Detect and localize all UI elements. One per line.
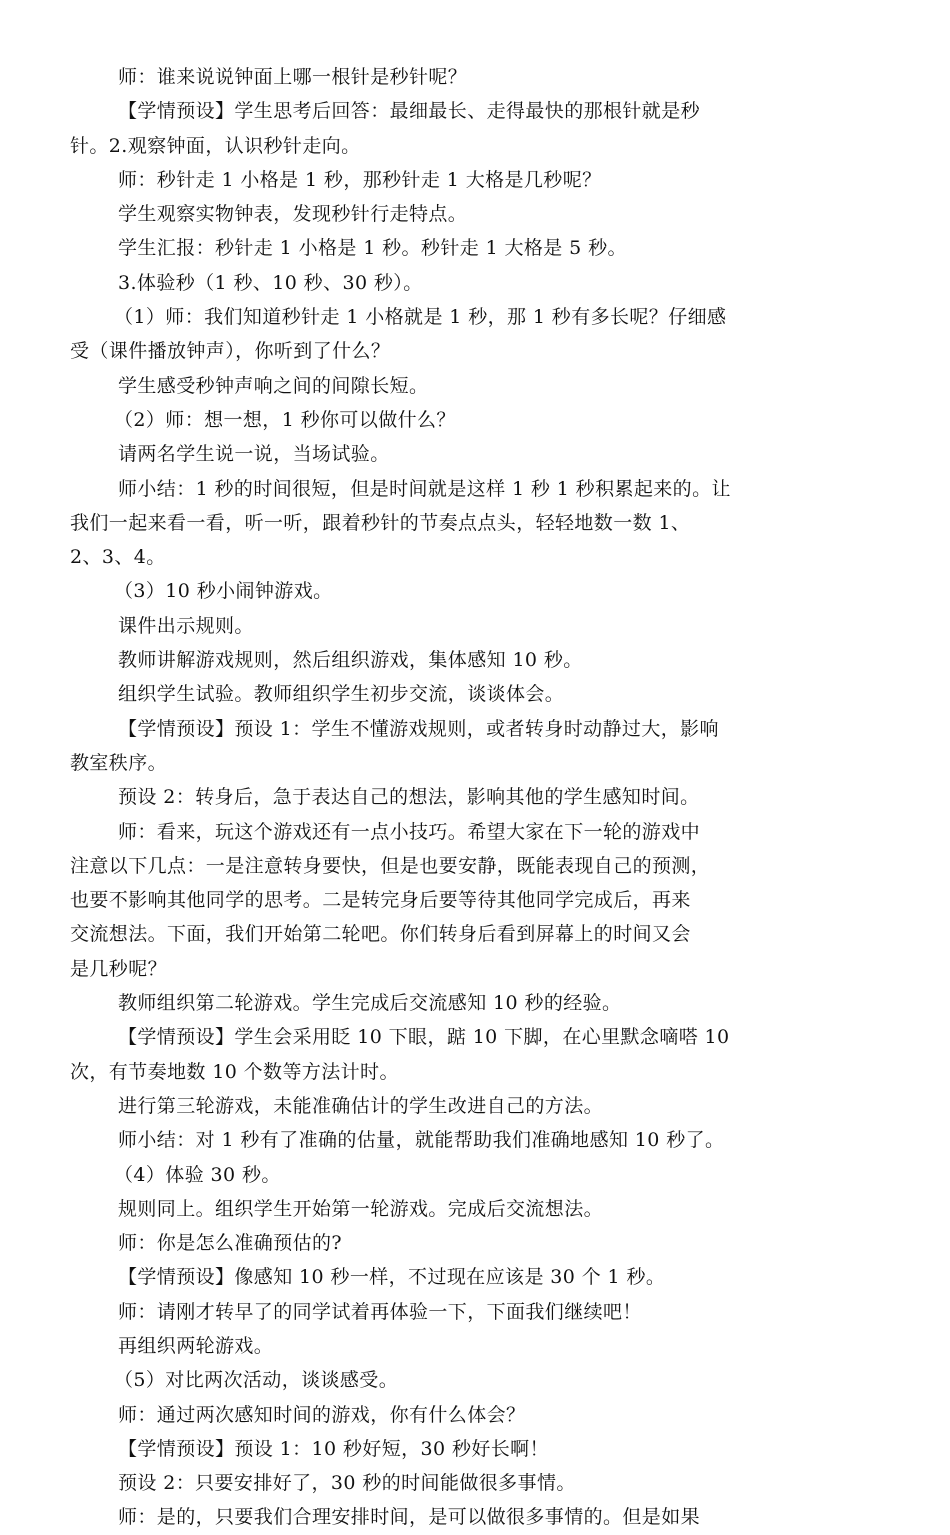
- paragraph-line: 我们一起来看一看，听一听，跟着秒针的节奏点点头，轻轻地数一数 1、: [70, 511, 691, 534]
- paragraph-line: 【学情预设】学生思考后回答：最细最长、走得最快的那根针就是秒: [118, 100, 701, 123]
- paragraph-line: 受（课件播放钟声），你听到了什么？: [70, 340, 391, 363]
- paragraph-line: 再组织两轮游戏。: [118, 1334, 274, 1357]
- paragraph-line: 3.体验秒（1 秒、10 秒、30 秒）。: [118, 271, 423, 294]
- paragraph-line: 师：是的，只要我们合理安排时间，是可以做很多事情的。但是如果: [118, 1506, 701, 1529]
- paragraph-line: 师：谁来说说钟面上哪一根针是秒针呢？: [118, 66, 468, 88]
- paragraph-line: 次，有节奏地数 10 个数等方法计时。: [70, 1060, 399, 1083]
- paragraph-line: 【学情预设】预设 1：学生不懂游戏规则，或者转身时动静过大，影响: [118, 717, 719, 740]
- paragraph-line: 教师组织第二轮游戏。学生完成后交流感知 10 秒的经验。: [118, 992, 622, 1015]
- paragraph-line: （1）师：我们知道秒针走 1 小格就是 1 秒，那 1 秒有多长呢？仔细感: [114, 306, 727, 329]
- paragraph-line: 师小结：对 1 秒有了准确的估量，就能帮助我们准确地感知 10 秒了。: [118, 1129, 725, 1152]
- paragraph-line: 师：通过两次感知时间的游戏，你有什么体会？: [118, 1403, 526, 1426]
- paragraph-line: 【学情预设】学生会采用眨 10 下眼，踮 10 下脚，在心里默念嘀嗒 10: [118, 1026, 730, 1049]
- paragraph-line: 学生感受秒钟声响之间的间隙长短。: [118, 374, 429, 397]
- paragraph-line: 预设 2：转身后，急于表达自己的想法，影响其他的学生感知时间。: [118, 786, 700, 809]
- paragraph-line: 也要不影响其他同学的思考。二是转完身后要等待其他同学完成后，再来: [70, 889, 691, 912]
- paragraph-line: 注意以下几点：一是注意转身要快，但是也要安静，既能表现自己的预测，: [70, 854, 711, 877]
- paragraph-line: 师：看来，玩这个游戏还有一点小技巧。希望大家在下一轮的游戏中: [118, 820, 701, 843]
- paragraph-line: 课件出示规则。: [118, 614, 254, 637]
- paragraph-line: 教师讲解游戏规则，然后组织游戏，集体感知 10 秒。: [118, 649, 583, 672]
- paragraph-line: （5）对比两次活动，谈谈感受。: [114, 1369, 399, 1392]
- paragraph-line: 师：秒针走 1 小格是 1 秒，那秒针走 1 大格是几秒呢？: [118, 168, 602, 191]
- paragraph-line: 规则同上。组织学生开始第一轮游戏。完成后交流想法。: [118, 1197, 604, 1220]
- document-page: [0, 60, 950, 1535]
- document-body: [0, 60, 950, 1535]
- paragraph-line: 交流想法。下面，我们开始第二轮吧。你们转身后看到屏幕上的时间又会: [70, 923, 691, 946]
- paragraph-line: 组织学生试验。教师组织学生初步交流，谈谈体会。: [118, 683, 565, 706]
- paragraph-line: 【学情预设】像感知 10 秒一样，不过现在应该是 30 个 1 秒。: [118, 1266, 666, 1289]
- paragraph-line: 【学情预设】预设 1：10 秒好短，30 秒好长啊！: [118, 1437, 549, 1460]
- paragraph-line: 教室秩序。: [70, 751, 168, 774]
- paragraph-line: 师：请刚才转早了的同学试着再体验一下，下面我们继续吧！: [118, 1300, 642, 1323]
- paragraph-line: 学生观察实物钟表，发现秒针行走特点。: [118, 203, 468, 226]
- paragraph-line: （2）师：想一想，1 秒你可以做什么？: [114, 408, 456, 431]
- paragraph-line: 针。2.观察钟面，认识秒针走向。: [70, 134, 361, 157]
- paragraph-line: 师：你是怎么准确预估的?: [118, 1232, 342, 1255]
- paragraph-line: 学生汇报：秒针走 1 小格是 1 秒。秒针走 1 大格是 5 秒。: [118, 237, 627, 260]
- paragraph-line: 请两名学生说一说，当场试验。: [118, 443, 390, 466]
- paragraph-line: 预设 2：只要安排好了，30 秒的时间能做很多事情。: [118, 1472, 576, 1495]
- paragraph-line: （4）体验 30 秒。: [114, 1163, 281, 1186]
- paragraph-line: 2、3、4。: [70, 546, 166, 569]
- paragraph-line: 是几秒呢？: [70, 957, 168, 980]
- paragraph-line: （3）10 秒小闹钟游戏。: [114, 580, 333, 603]
- paragraph-line: 师小结：1 秒的时间很短，但是时间就是这样 1 秒 1 秒积累起来的。让: [118, 477, 731, 500]
- paragraph-line: 进行第三轮游戏，未能准确估计的学生改进自己的方法。: [118, 1094, 604, 1117]
